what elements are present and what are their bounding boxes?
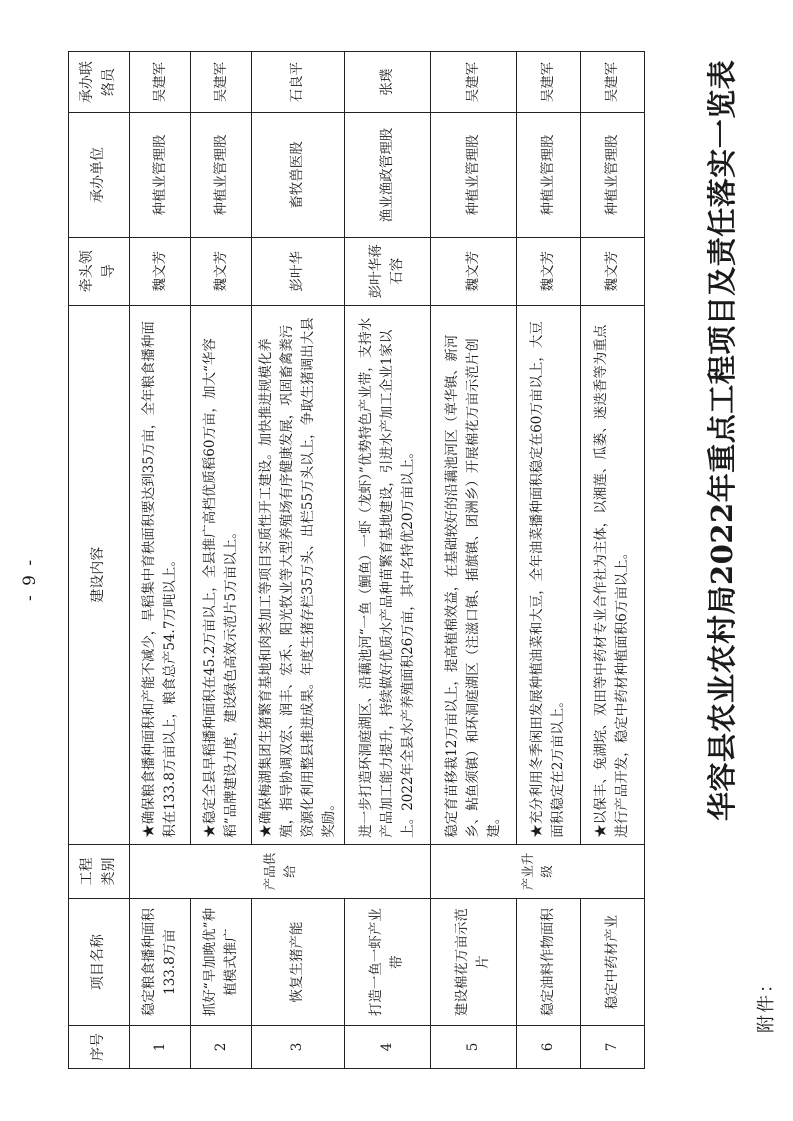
row-lead: 魏文芳 bbox=[191, 237, 252, 305]
row-name: 稳定中药材产业 bbox=[580, 899, 644, 1026]
row-lead: 彭叶华 bbox=[252, 237, 345, 305]
row-liaison: 张璞 bbox=[344, 52, 430, 113]
table-row bbox=[252, 52, 345, 1069]
table-row bbox=[516, 52, 580, 1069]
header-name: 项目名称 bbox=[69, 899, 130, 1026]
row-lead: 魏文芳 bbox=[130, 237, 191, 305]
row-lead: 魏文芳 bbox=[516, 237, 580, 305]
row-seq: 7 bbox=[580, 1025, 644, 1068]
row-unit: 种植业管理股 bbox=[191, 113, 252, 238]
table-row bbox=[130, 52, 191, 1069]
row-lead: 魏文芳 bbox=[430, 237, 516, 305]
row-name: 打造一鱼一虾产业带 bbox=[344, 899, 430, 1026]
header-lead: 牵头领导 bbox=[69, 237, 130, 305]
row-seq: 5 bbox=[430, 1025, 516, 1068]
row-seq: 6 bbox=[516, 1025, 580, 1068]
row-liaison: 石良平 bbox=[252, 52, 345, 113]
row-seq: 1 bbox=[130, 1025, 191, 1068]
row-seq: 4 bbox=[344, 1025, 430, 1068]
row-liaison: 吴建军 bbox=[130, 52, 191, 113]
project-table bbox=[68, 51, 645, 1069]
row-seq: 2 bbox=[191, 1025, 252, 1068]
row-unit: 畜牧兽医股 bbox=[252, 113, 345, 238]
row-content: ★确保粮食播种面积和产能不减少，旱稻集中育秧面积要达到35万亩，全年粮食播种面积在133.8万亩以上，粮食总产54.7万吨以上。 bbox=[130, 305, 191, 844]
header-liaison: 承办联络员 bbox=[69, 52, 130, 113]
table-row bbox=[191, 52, 252, 1069]
header-category: 工程类别 bbox=[69, 844, 130, 898]
row-liaison: 吴建军 bbox=[516, 52, 580, 113]
row-name: 恢复生猪产能 bbox=[252, 899, 345, 1026]
row-content: ★以保丰、兔湖垸、双田等中药材专业合作社为主体，以湘莲、瓜蒌、迷迭香等为重点进行产品开发，稳定中药材种植面积6万亩以上。 bbox=[580, 305, 644, 844]
header-content: 建设内容 bbox=[69, 305, 130, 844]
page-title: 华容县农业农村局2022年重点工程项目及责任落实一览表 bbox=[705, 59, 739, 821]
category-upgrade: 产业升级 bbox=[430, 844, 644, 898]
table-row bbox=[430, 52, 516, 1069]
row-content: ★确保梅湖集团生猪繁育基地和肉类加工等项目实质性开工建设。加快推进规模化养殖，指导协调双宏、润丰、宏禾、阳光牧业等大型养殖场有序健康发展，巩固畜禽粪污资源化利用整县推进成果。年度生猪存栏35万头、出栏55万头以上，争取生猪调出大县奖励。 bbox=[252, 305, 345, 844]
table-row bbox=[580, 52, 644, 1069]
row-liaison: 吴建军 bbox=[580, 52, 644, 113]
row-unit: 种植业管理股 bbox=[430, 113, 516, 238]
row-content: 稳定育苗移栽12万亩以上，提高植棉效益，在基础较好的沿藕池河区（章华镇、新河乡、鲇鱼须镇）和环洞庭湖区（注滋口镇、插旗镇、团洲乡）开展棉花万亩示范片创建。 bbox=[430, 305, 516, 844]
attachment-label: 附件： bbox=[756, 973, 777, 1033]
table-row bbox=[344, 52, 430, 1069]
page-number: - 9 - bbox=[20, 557, 40, 601]
row-content: ★充分利用冬季闲田发展种植油菜和大豆，全年油菜播种面积稳定在60万亩以上，大豆面积稳定在2万亩以上。 bbox=[516, 305, 580, 844]
row-name: 建设棉花万亩示范片 bbox=[430, 899, 516, 1026]
row-lead: 魏文芳 bbox=[580, 237, 644, 305]
row-unit: 种植业管理股 bbox=[130, 113, 191, 238]
row-unit: 渔业渔政管理股 bbox=[344, 113, 430, 238]
header-unit: 承办单位 bbox=[69, 113, 130, 238]
row-lead: 彭叶华蒋石容 bbox=[344, 237, 430, 305]
row-unit: 种植业管理股 bbox=[516, 113, 580, 238]
row-liaison: 吴建军 bbox=[430, 52, 516, 113]
header-seq: 序号 bbox=[69, 1025, 130, 1068]
category-supply: 产品供给 bbox=[130, 844, 431, 898]
row-content: ★稳定全县早稻播种面积在45.2万亩以上，全县推广高档优质稻60万亩，加大“华容稻”品牌建设力度，建设绿色高效示范片5万亩以上。 bbox=[191, 305, 252, 844]
row-liaison: 吴建军 bbox=[191, 52, 252, 113]
row-unit: 种植业管理股 bbox=[580, 113, 644, 238]
row-content: 进一步打造环洞庭湖区、沿藕池河“一鱼（鮰鱼）一虾（龙虾）”优势特色产业带，支持水产品加工能力提升，持续做好优质水产品种苗繁育基地建设，引进水产加工企业1家以上。2022年全县水产养殖面积26万亩，其中名特优20万亩以上。 bbox=[344, 305, 430, 844]
table-header-row bbox=[69, 52, 130, 1069]
row-name: 稳定粮食播种面积133.8万亩 bbox=[130, 899, 191, 1026]
row-name: 抓好“早加晚优”种植模式推广 bbox=[191, 899, 252, 1026]
row-seq: 3 bbox=[252, 1025, 345, 1068]
row-name: 稳定油料作物面积 bbox=[516, 899, 580, 1026]
